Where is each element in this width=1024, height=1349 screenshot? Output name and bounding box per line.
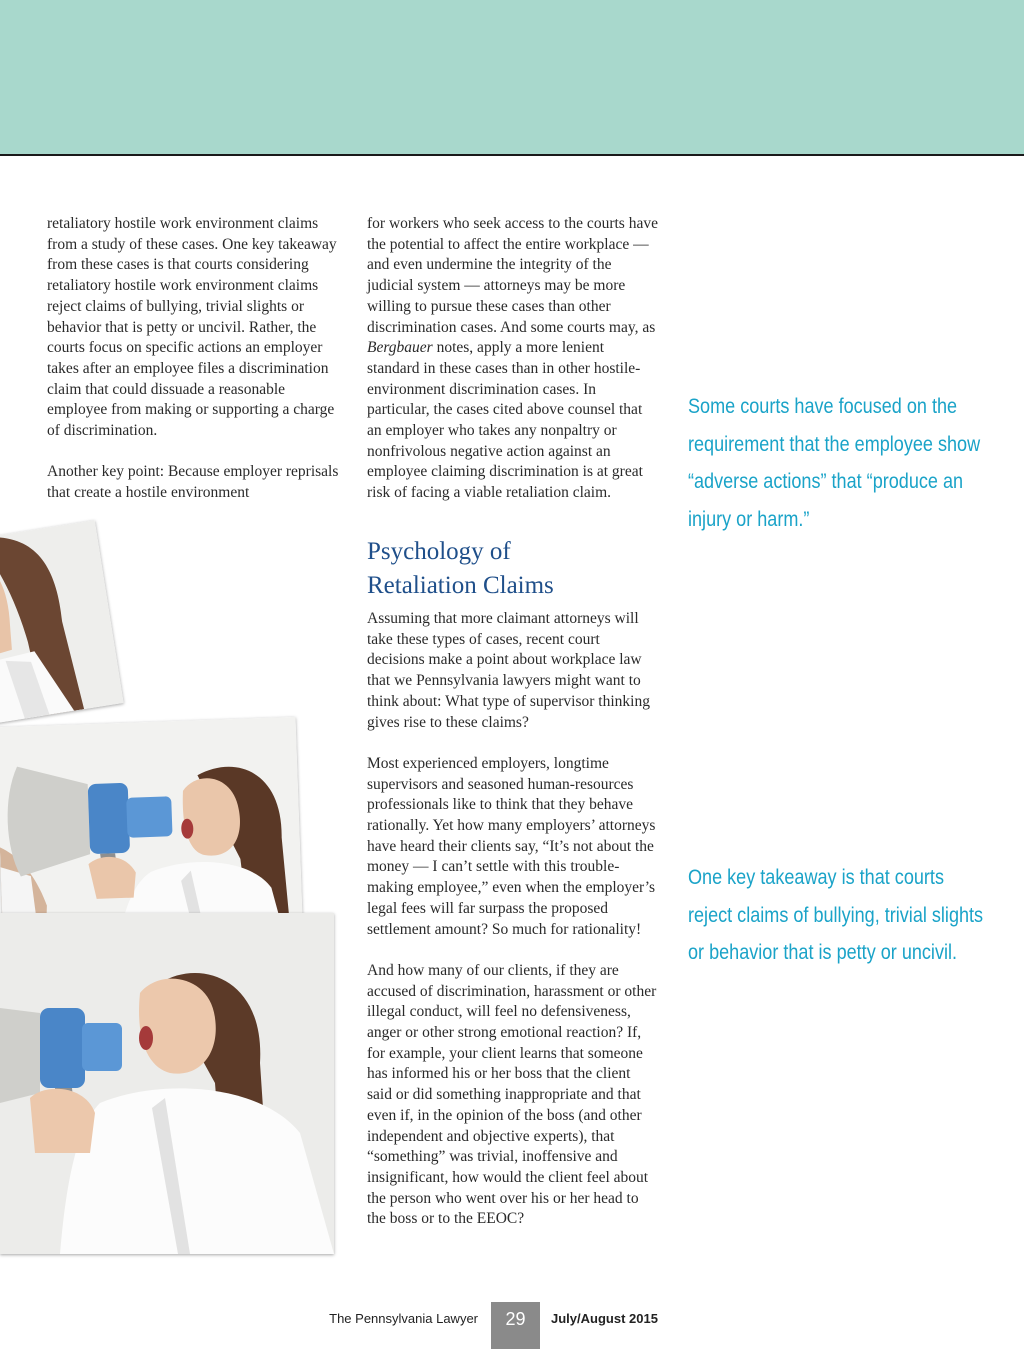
section-heading-line-1: Psychology of [367,538,511,565]
pull-quote-1: Some courts have focused on the requirement that the employee show “adverse actions” that “produce an injury or harm.” [688,395,981,531]
left-paragraph-2: Another key point: Because employer reprisals that create a hostile environment [47,463,339,502]
page-footer [0,1302,1024,1349]
middle-paragraph-2: Assuming that more claimant attorneys will take these types of cases, recent court decisions make a point about workplace law that we Pennsylvania lawyers might want to think about: What type of supervisor thinking gives rise to these claims? [367,610,650,731]
left-text-column [47,214,339,525]
left-paragraph-1: retaliatory hostile work environment claims from a study of these cases. One key takeaway from these cases is that courts considering retaliatory hostile work environment claims reject claims of bullying, trivial slights or behavior that is petty or uncivil. Rather, the courts focus on specific actions an employer takes after an employee files a discrimination claim that could dissuade a reasonable employee from making or supporting a charge of discrimination. [47,215,337,440]
middle-paragraph-1 [367,214,659,504]
issue-date: July/August 2015 [551,1311,658,1326]
middle-paragraph-4: And how many of our clients, if they are accused of discrimination, harassment or other illegal conduct, will feel no defensiveness, anger or other strong emotional reaction? If, for example, your client learns that someone has informed his or her boss that the client said or did something inappropriate and that even if, in the opinion of the boss (and other independent and objective experts), that “something” was trivial, inoffensive and insignificant, how would the client feel about the person who went over his or her head to the boss or to the EEOC? [367,961,657,1228]
middle-text-column-lower [367,609,659,1251]
section-heading [367,535,659,603]
header-band [0,0,1024,156]
case-name-italic: Bergbauer [367,339,433,357]
middle-paragraph-1-end: notes, apply a more lenient standard in these cases than in other hostile-environment discrimination cases. In particular, the cases cited above counsel that an employer who takes any nonpaltry or nonfrivolous negative action against an employee claiming discrimination is at great risk of facing a viable retaliation claim. [367,339,643,502]
photo-woman-profile [0,520,124,725]
middle-paragraph-1-start: for workers who seek access to the courts have the potential to affect the entire workplace — and even undermine the integrity of the judicial system — attorneys may be more willing to pursue these cases than other discrimination cases. And some courts may, as [367,215,658,336]
section-heading-line-2: Retaliation Claims [367,572,554,599]
page-number: 29 [491,1302,540,1349]
publication-name: The Pennsylvania Lawyer [329,1311,478,1326]
photo-woman-megaphone-2 [0,913,334,1254]
middle-paragraph-3: Most experienced employers, longtime supervisors and seasoned human-resources professionals like to think that they behave rationally. Yet how many employers’ attorneys have heard their clients say, “It’s not about the money — I can’t settle with this trouble-making employee,” even when the employer’s legal fees will far surpass the proposed settlement amount? So much for rationality! [367,754,656,938]
middle-text-column [367,214,659,525]
pull-quote-2: One key takeaway is that courts reject claims of bullying, trivial slights or behavior that is petty or uncivil. [688,866,984,964]
